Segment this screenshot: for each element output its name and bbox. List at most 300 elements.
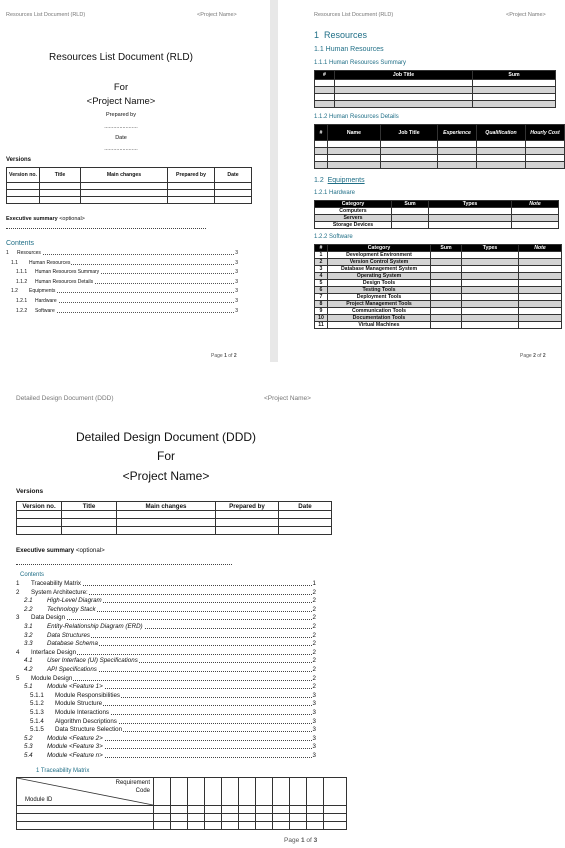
running-header-title: Resources List Document (RLD) xyxy=(6,12,86,18)
empty-cell xyxy=(519,266,562,273)
date-placeholder: ...................... xyxy=(104,146,138,152)
toc-entry-page: 2 xyxy=(312,614,316,622)
running-header-project: <Project Name> xyxy=(506,12,546,18)
versions-table-header xyxy=(17,502,332,511)
empty-cell xyxy=(171,778,188,806)
toc-entry[interactable] xyxy=(0,649,320,657)
toc-entry-text: Data Structures xyxy=(47,631,90,639)
empty-cell xyxy=(205,778,222,806)
contents-heading: Contents xyxy=(20,572,45,578)
page-number xyxy=(520,353,546,359)
toc-entry-text: Software xyxy=(35,307,55,314)
table-row xyxy=(17,822,347,830)
toc-entry-page: 3 xyxy=(312,691,316,699)
toc-entry-number: 1.2 xyxy=(11,288,18,295)
toc-entry-number: 4.2 xyxy=(24,666,33,673)
toc-entry-page: 3 xyxy=(235,307,238,314)
versions-col-header: Date xyxy=(215,168,252,183)
document-title: Detailed Design Document (DDD) xyxy=(75,430,257,444)
software-header xyxy=(315,245,562,252)
document-title: Resources List Document (RLD) xyxy=(49,52,193,63)
hr-details-col-header: Job Title xyxy=(381,125,438,141)
empty-cell xyxy=(519,280,562,287)
software-row-number: 11 xyxy=(315,322,328,329)
traceability-code-label: Code xyxy=(135,788,150,794)
toc-entry[interactable] xyxy=(0,589,320,597)
toc-entry[interactable] xyxy=(0,657,320,665)
hardware-category: Storage Devices xyxy=(315,222,392,229)
empty-cell xyxy=(256,822,273,830)
toc-entry-number: 5.1.4 xyxy=(30,717,44,725)
toc-entry[interactable] xyxy=(0,640,320,648)
running-header-title: Detailed Design Document (DDD) xyxy=(16,395,114,402)
prepared-by-label: Prepared by xyxy=(106,112,136,118)
heading-hr-details: 1.1.2 Human Resources Details xyxy=(314,114,399,120)
toc-entry[interactable] xyxy=(0,683,320,691)
empty-cell xyxy=(188,822,205,830)
versions-col-header: Title xyxy=(62,502,117,511)
toc-entry[interactable] xyxy=(0,623,320,631)
software-col-header: # xyxy=(315,245,328,252)
table-row xyxy=(315,141,565,148)
empty-cell xyxy=(462,322,519,329)
empty-cell xyxy=(431,252,462,259)
toc-entry-number: 5.2 xyxy=(24,734,33,742)
empty-cell xyxy=(256,778,273,806)
toc-entry-page: 2 xyxy=(312,605,316,613)
toc-entry[interactable] xyxy=(0,606,320,614)
toc-entry-text: Module Design xyxy=(31,674,73,682)
empty-cell xyxy=(273,822,290,830)
page-gap xyxy=(0,362,550,382)
empty-cell xyxy=(519,287,562,294)
table-row xyxy=(315,252,562,259)
toc-entry-page: 3 xyxy=(235,269,238,276)
table-row xyxy=(315,294,562,301)
toc-leader-dots xyxy=(17,254,234,255)
toc-entry[interactable] xyxy=(0,279,242,286)
hr-summary-col-header: Job Title xyxy=(335,71,473,80)
software-row-number: 6 xyxy=(315,287,328,294)
toc-entry[interactable] xyxy=(0,726,320,734)
empty-cell xyxy=(307,822,324,830)
toc-entry[interactable] xyxy=(0,580,320,588)
page-number-of: of xyxy=(226,353,234,359)
toc-entry[interactable] xyxy=(0,692,320,700)
toc-entry-number: 2 xyxy=(16,588,20,596)
software-col-header: Note xyxy=(519,245,562,252)
versions-col-header: Version no. xyxy=(7,168,40,183)
toc-entry-page: 3 xyxy=(235,278,238,285)
toc-entry-text: Module Interactions xyxy=(55,709,109,716)
toc-entry-page: 3 xyxy=(312,700,316,708)
empty-cell xyxy=(256,814,273,822)
software-row-number: 1 xyxy=(315,252,328,259)
running-header-project: <Project Name> xyxy=(264,395,311,402)
toc-entry[interactable] xyxy=(0,260,242,267)
toc-entry-number: 2.2 xyxy=(24,605,33,613)
software-row-number: 10 xyxy=(315,315,328,322)
toc-entry-text: Data Design xyxy=(31,614,66,622)
software-category: Communication Tools xyxy=(328,308,431,315)
heading-human-resources: 1.1 Human Resources xyxy=(314,46,384,53)
hr-details-header xyxy=(315,125,565,141)
empty-cell xyxy=(462,308,519,315)
table-row xyxy=(315,322,562,329)
toc-entry-page: 2 xyxy=(312,674,316,682)
toc-entry-page: 1 xyxy=(312,580,316,587)
heading-text: Resources xyxy=(324,30,368,40)
toc-entry-number: 1.1.1 xyxy=(16,269,28,276)
empty-cell xyxy=(431,301,462,308)
toc-entry-number: 5.3 xyxy=(24,743,33,751)
toc-entry-number: 5.1.5 xyxy=(30,726,44,734)
table-row xyxy=(17,527,332,535)
toc-entry-text: High-Level Diagram xyxy=(47,597,102,605)
toc-entry[interactable] xyxy=(0,743,320,751)
empty-cell xyxy=(462,273,519,280)
toc-entry-text: Traceability Matrix xyxy=(31,580,81,587)
empty-cell xyxy=(239,778,256,806)
page-number-total: 2 xyxy=(542,353,546,359)
toc-entry-number: 3.1 xyxy=(24,623,33,630)
toc-entry[interactable] xyxy=(0,718,320,726)
toc-entry-number: 3 xyxy=(16,614,20,622)
toc-entry-text: Module <Feature 3> xyxy=(47,743,103,751)
toc-entry-text: Human Resources Summary xyxy=(35,269,100,276)
toc-entry[interactable] xyxy=(0,298,242,305)
empty-cell xyxy=(222,778,239,806)
table-row xyxy=(315,308,562,315)
empty-cell xyxy=(519,294,562,301)
executive-summary xyxy=(6,216,85,222)
empty-cell xyxy=(431,273,462,280)
empty-cell xyxy=(462,280,519,287)
toc-entry-page: 3 xyxy=(312,734,316,742)
toc-entry-number: 5.1 xyxy=(24,683,33,691)
empty-cell xyxy=(431,322,462,329)
hardware-category: Servers xyxy=(315,215,392,222)
toc-entry[interactable] xyxy=(0,709,320,717)
toc-entry-page: 2 xyxy=(312,588,316,596)
software-category: Development Environment xyxy=(328,252,431,259)
page-number-prefix: Page xyxy=(211,353,225,359)
empty-cell xyxy=(171,814,188,822)
software-row-number: 5 xyxy=(315,280,328,287)
running-header-title: Resources List Document (RLD) xyxy=(314,12,394,18)
software-category: Testing Tools xyxy=(328,287,431,294)
contents-heading: Contents xyxy=(6,240,35,247)
toc-leader-dots xyxy=(35,312,234,313)
empty-cell xyxy=(431,280,462,287)
toc-entry[interactable] xyxy=(0,675,320,683)
empty-cell xyxy=(324,806,347,814)
empty-cell xyxy=(239,814,256,822)
traceability-module-label: Module ID xyxy=(25,797,53,803)
toc-entry-text: Module <Feature 1> xyxy=(47,683,103,691)
toc-entry-number: 5 xyxy=(16,674,20,682)
toc-entry[interactable] xyxy=(0,700,320,708)
empty-cell xyxy=(431,287,462,294)
toc-entry-text: Human Resources xyxy=(29,259,71,266)
toc-entry-page: 3 xyxy=(235,288,238,295)
toc-entry-page: 2 xyxy=(312,631,316,639)
toc-entry-number: 2.1 xyxy=(24,597,33,605)
table-row xyxy=(315,208,559,215)
software-category: Project Management Tools xyxy=(328,301,431,308)
toc-leader-dots xyxy=(35,302,234,303)
empty-cell xyxy=(154,814,171,822)
toc-entry-number: 1.1 xyxy=(11,259,18,266)
heading-equipments xyxy=(314,177,365,184)
toc-entry-number: 1 xyxy=(16,580,20,587)
table-row xyxy=(17,806,347,814)
toc-entry-number: 5.1.3 xyxy=(30,709,44,716)
hardware-col-header: Note xyxy=(512,201,559,208)
toc-entry[interactable] xyxy=(0,597,320,605)
hardware-category: Computers xyxy=(315,208,392,215)
toc-entry-number: 5.4 xyxy=(24,752,33,759)
toc-entry-page: 2 xyxy=(312,666,316,673)
empty-cell xyxy=(188,778,205,806)
software-row-number: 4 xyxy=(315,273,328,280)
software-col-header: Sum xyxy=(431,245,462,252)
traceability-requirement-label: Requirement xyxy=(115,780,150,786)
toc-entry-page: 3 xyxy=(312,709,316,716)
table-row xyxy=(315,222,559,229)
versions-col-header: Prepared by xyxy=(168,168,215,183)
toc-entry-text: Data Structure Selection xyxy=(55,726,123,734)
software-category: Database Management System xyxy=(328,266,431,273)
table-row xyxy=(315,101,556,108)
heading-resources xyxy=(314,30,367,40)
table-row xyxy=(315,266,562,273)
empty-cell xyxy=(519,308,562,315)
table-row xyxy=(315,87,556,94)
empty-cell xyxy=(154,806,171,814)
hr-summary-header xyxy=(315,71,556,80)
versions-col-header: Prepared by xyxy=(216,502,279,511)
page-number-total: 2 xyxy=(233,353,237,359)
toc-entry-page: 3 xyxy=(312,752,316,759)
toc-entry[interactable] xyxy=(0,752,320,760)
hr-details-table xyxy=(314,124,565,169)
toc-entry-page: 2 xyxy=(312,648,316,656)
table-row xyxy=(315,215,559,222)
toc-entry-page: 3 xyxy=(235,259,238,266)
hardware-header xyxy=(315,201,559,208)
software-category: Operating System xyxy=(328,273,431,280)
ddd-page-1 xyxy=(0,382,330,848)
empty-cell xyxy=(154,778,171,806)
hr-details-col-header: Hourly Cost xyxy=(526,125,565,141)
toc-entry-page: 3 xyxy=(235,250,238,256)
cover-project-name: <Project Name> xyxy=(86,96,156,107)
versions-heading: Versions xyxy=(6,157,32,163)
table-row xyxy=(315,80,556,87)
empty-cell xyxy=(171,822,188,830)
toc-entry-text: Resources xyxy=(17,250,41,256)
empty-cell xyxy=(17,806,154,814)
rld-page-2 xyxy=(278,0,560,362)
empty-cell xyxy=(273,778,290,806)
heading-number: 1.2 xyxy=(314,177,324,184)
toc-entry-page: 3 xyxy=(312,743,316,751)
empty-cell xyxy=(273,806,290,814)
empty-cell xyxy=(431,308,462,315)
software-category: Documentation Tools xyxy=(328,315,431,322)
empty-cell xyxy=(17,814,154,822)
empty-cell xyxy=(462,315,519,322)
toc-entry-page: 3 xyxy=(312,726,316,734)
page-number-current: 1 xyxy=(301,837,305,844)
page-number-current: 2 xyxy=(533,353,536,359)
empty-cell xyxy=(462,294,519,301)
toc-entry-page: 2 xyxy=(312,623,316,630)
empty-cell xyxy=(154,822,171,830)
toc-entry-text: Module Responsibilities xyxy=(55,691,121,699)
empty-cell xyxy=(307,814,324,822)
heading-traceability-matrix: 1 Traceability Matrix xyxy=(36,768,90,774)
software-row-number: 8 xyxy=(315,301,328,308)
executive-summary xyxy=(16,547,105,554)
table-row xyxy=(315,315,562,322)
empty-cell xyxy=(273,814,290,822)
toc-entry-number: 4.1 xyxy=(24,657,33,665)
cover-for: For xyxy=(157,449,175,463)
table-row xyxy=(315,280,562,287)
toc-entry-text: Database Schema xyxy=(47,640,98,648)
software-category: Design Tools xyxy=(328,280,431,287)
empty-cell xyxy=(290,778,307,806)
table-row xyxy=(315,287,562,294)
toc-entry-number: 1.2.1 xyxy=(16,298,28,304)
table-row xyxy=(315,162,565,169)
hardware-col-header: Sum xyxy=(392,201,429,208)
toc-entry-text: Interface Design xyxy=(31,648,77,656)
heading-software: 1.2.2 Software xyxy=(314,234,353,240)
versions-table xyxy=(6,167,252,204)
heading-number: 1 xyxy=(314,30,320,40)
toc-entry-text: Module Structure xyxy=(55,700,103,708)
toc-entry[interactable] xyxy=(0,250,242,257)
toc-entry[interactable] xyxy=(0,632,320,640)
hr-summary-col-header: # xyxy=(315,71,335,80)
software-row-number: 2 xyxy=(315,259,328,266)
toc-entry[interactable] xyxy=(0,614,320,622)
empty-cell xyxy=(324,778,347,806)
page-number-prefix: Page xyxy=(520,353,534,359)
toc-entry-text: Entity-Relationship Diagram (ERD) xyxy=(47,623,143,630)
hr-details-col-header: Name xyxy=(328,125,381,141)
toc-entry[interactable] xyxy=(0,288,242,295)
hr-summary-col-header: Sum xyxy=(473,71,556,80)
executive-summary-placeholder-line xyxy=(6,228,206,229)
toc-entry-page: 3 xyxy=(235,298,238,304)
table-row xyxy=(315,273,562,280)
empty-cell xyxy=(171,806,188,814)
rld-page-1 xyxy=(0,0,270,362)
empty-cell xyxy=(17,822,154,830)
versions-col-header: Date xyxy=(279,502,332,511)
software-row-number: 7 xyxy=(315,294,328,301)
toc-entry-text: Equipments xyxy=(29,288,56,295)
empty-cell xyxy=(256,806,273,814)
table-row xyxy=(315,155,565,162)
toc-entry-text: API Specifications xyxy=(47,666,97,673)
empty-cell xyxy=(188,806,205,814)
software-row-number: 3 xyxy=(315,266,328,273)
executive-summary-label: Executive summary xyxy=(16,547,75,554)
versions-heading: Versions xyxy=(16,488,44,495)
heading-hr-summary: 1.1.1 Human Resources Summary xyxy=(314,60,407,66)
empty-cell xyxy=(462,287,519,294)
table-row xyxy=(17,814,347,822)
toc-entry-text: Module <Feature 2> xyxy=(47,734,103,742)
empty-cell xyxy=(205,806,222,814)
table-row xyxy=(315,259,562,266)
hardware-table xyxy=(314,200,559,229)
empty-cell xyxy=(290,806,307,814)
versions-col-header: Version no. xyxy=(17,502,62,511)
heading-text: Equipments xyxy=(327,177,365,184)
toc-entry-text: Human Resources Details xyxy=(35,278,94,285)
toc-entry[interactable] xyxy=(0,735,320,743)
table-row xyxy=(7,183,252,190)
executive-summary-optional: <optional> xyxy=(59,216,85,222)
toc-entry-text: Algorithm Descriptions xyxy=(55,717,117,725)
page-number-total: 3 xyxy=(313,837,318,844)
empty-cell xyxy=(290,822,307,830)
hardware-col-header: Types xyxy=(429,201,512,208)
hr-details-col-header: # xyxy=(315,125,328,141)
toc-entry-number: 4 xyxy=(16,648,20,656)
software-category: Deployment Tools xyxy=(328,294,431,301)
empty-cell xyxy=(462,259,519,266)
toc-entry[interactable] xyxy=(0,308,242,315)
traceability-table xyxy=(16,777,347,830)
toc-entry-page: 2 xyxy=(312,683,316,691)
toc-entry-number: 1 xyxy=(6,250,9,256)
page-number-current: 1 xyxy=(224,353,227,359)
toc-entry-number: 5.1.1 xyxy=(30,691,44,699)
empty-cell xyxy=(324,814,347,822)
toc-entry-number: 3.3 xyxy=(24,640,33,648)
toc-entry-number: 1.2.2 xyxy=(16,307,28,314)
empty-cell xyxy=(519,315,562,322)
empty-cell xyxy=(324,822,347,830)
empty-cell xyxy=(307,806,324,814)
versions-col-header: Main changes xyxy=(117,502,216,511)
heading-hardware: 1.2.1 Hardware xyxy=(314,190,356,196)
toc-entry[interactable] xyxy=(0,269,242,276)
empty-cell xyxy=(462,301,519,308)
table-row xyxy=(315,94,556,101)
toc-entry-page: 2 xyxy=(312,657,316,665)
empty-cell xyxy=(431,315,462,322)
table-row xyxy=(315,301,562,308)
toc-leader-dots xyxy=(31,619,312,620)
software-category: Virtual Machines xyxy=(328,322,431,329)
executive-summary-optional: <optional> xyxy=(75,547,105,554)
toc-entry-text: Hardware xyxy=(35,298,57,304)
table-row xyxy=(17,511,332,519)
toc-entry-text: Module <Feature n> xyxy=(47,752,103,759)
toc-entry-page: 2 xyxy=(312,640,316,648)
empty-cell xyxy=(519,273,562,280)
toc-entry[interactable] xyxy=(0,666,320,674)
cover-for: For xyxy=(113,82,129,93)
